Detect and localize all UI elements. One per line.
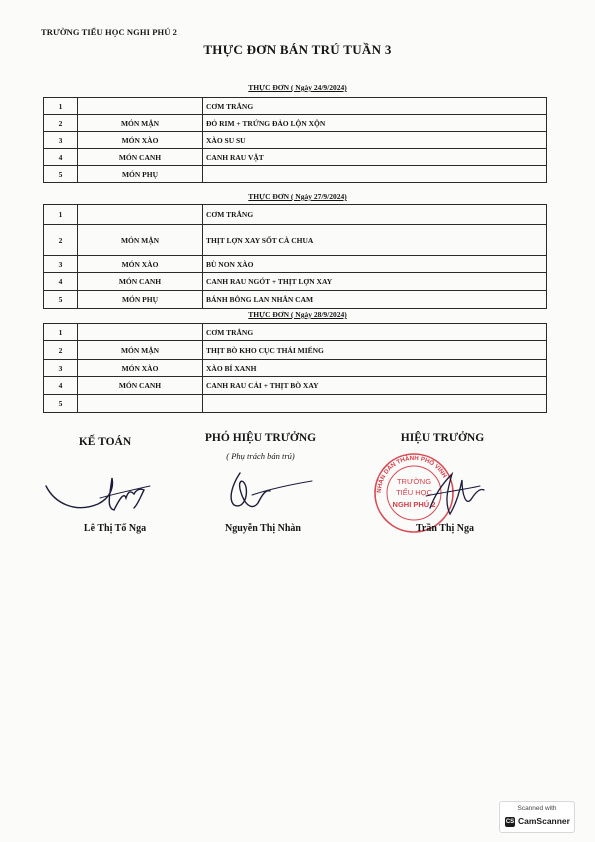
row-category: MÓN MẶN [78, 225, 203, 256]
menu-table-day-3 [43, 323, 547, 413]
row-dish: CANH RAU CẢI + THỊT BÒ XAY [203, 377, 547, 395]
row-category [78, 395, 203, 413]
stamp-text-line-1: TRƯỜNG [396, 477, 432, 486]
row-dish: CANH RAU VẶT [203, 149, 547, 166]
row-category: MÓN CANH [78, 273, 203, 291]
camscanner-logo-icon: CS [505, 819, 515, 825]
vice-principal-title: PHÓ HIỆU TRƯỞNG [204, 432, 317, 444]
row-category: MÓN XÀO [78, 132, 203, 149]
accountant-signature [40, 468, 160, 518]
page-title: THỰC ĐƠN BÁN TRÚ TUẦN 3 [203, 42, 392, 57]
table-row [44, 360, 547, 377]
row-dish: CƠM TRẮNG [203, 98, 547, 115]
row-number: 2 [44, 341, 78, 360]
table-row [44, 395, 547, 413]
table-row [44, 149, 547, 166]
row-category: MÓN PHỤ [78, 166, 203, 183]
row-number: 3 [44, 256, 78, 273]
row-category: MÓN XÀO [78, 256, 203, 273]
row-number: 1 [44, 324, 78, 341]
vice-principal-note: ( Phụ trách bán trú) [226, 451, 295, 461]
table-row [44, 341, 547, 360]
table-row [44, 132, 547, 149]
row-number: 5 [44, 395, 78, 413]
principal-title: HIỆU TRƯỞNG [400, 432, 485, 444]
row-number: 4 [44, 149, 78, 166]
row-dish: BÁNH BÔNG LAN NHÂN CAM [203, 291, 547, 309]
row-number: 2 [44, 225, 78, 256]
stamp-ring-text: NHÂN DÂN THÀNH PHỐ VINH [375, 454, 448, 494]
accountant-title: KẾ TOÁN [78, 436, 132, 448]
row-category: MÓN CANH [78, 149, 203, 166]
row-category [78, 205, 203, 225]
accountant-name: Lê Thị Tố Nga [83, 523, 147, 534]
row-number: 5 [44, 291, 78, 309]
row-category: MÓN MẶN [78, 341, 203, 360]
stamp-text-line-3: NGHI PHÚ 2 [392, 500, 436, 509]
table-row [44, 225, 547, 256]
row-dish: CƠM TRẮNG [203, 324, 547, 341]
row-dish [203, 166, 547, 183]
watermark-line: Scanned with [517, 805, 557, 812]
row-dish: CANH RAU NGÓT + THỊT LỢN XAY [203, 273, 547, 291]
watermark-brand: CamScanner [518, 816, 570, 826]
table-row [44, 115, 547, 132]
table-row [44, 256, 547, 273]
table-row [44, 166, 547, 183]
row-dish: THỊT BÒ KHO CỤC THÁI MIẾNG [203, 341, 547, 360]
row-number: 3 [44, 132, 78, 149]
school-name: TRƯỜNG TIỂU HỌC NGHI PHÚ 2 [41, 27, 178, 37]
menu-header-day-2: THỰC ĐƠN ( Ngày 27/9/2024) [248, 192, 347, 201]
vice-principal-signature [222, 465, 322, 517]
principal-name: Trần Thị Nga [416, 523, 474, 534]
row-number: 3 [44, 360, 78, 377]
stamp-text-line-2: TIỂU HỌC [396, 488, 432, 497]
table-row [44, 273, 547, 291]
table-row [44, 377, 547, 395]
row-category: MÓN CANH [78, 377, 203, 395]
vice-principal-name: Nguyễn Thị Nhàn [225, 523, 301, 534]
menu-header-day-3: THỰC ĐƠN ( Ngày 28/9/2024) [248, 310, 347, 319]
row-number: 1 [44, 205, 78, 225]
row-number: 5 [44, 166, 78, 183]
row-dish [203, 395, 547, 413]
row-dish: BÙ NON XÀO [203, 256, 547, 273]
row-number: 4 [44, 377, 78, 395]
row-dish: XÀO SU SU [203, 132, 547, 149]
row-category [78, 324, 203, 341]
row-number: 1 [44, 98, 78, 115]
menu-table-day-1 [43, 97, 547, 183]
row-number: 4 [44, 273, 78, 291]
principal-signature [410, 468, 490, 524]
table-row [44, 291, 547, 309]
row-category [78, 98, 203, 115]
menu-header-day-1: THỰC ĐƠN ( Ngày 24/9/2024) [248, 83, 347, 92]
row-category: MÓN XÀO [78, 360, 203, 377]
row-dish: CƠM TRẮNG [203, 205, 547, 225]
row-category: MÓN MẶN [78, 115, 203, 132]
row-dish: XÀO BÍ XANH [203, 360, 547, 377]
menu-table-day-2 [43, 204, 547, 309]
table-row [44, 98, 547, 115]
row-number: 2 [44, 115, 78, 132]
row-dish: ĐỎ RIM + TRỨNG ĐẢO LỘN XỘN [203, 115, 547, 132]
row-category: MÓN PHỤ [78, 291, 203, 309]
camscanner-watermark [499, 801, 575, 833]
table-row [44, 324, 547, 341]
row-dish: THỊT LỢN XAY SỐT CÀ CHUA [203, 225, 547, 256]
table-row [44, 205, 547, 225]
